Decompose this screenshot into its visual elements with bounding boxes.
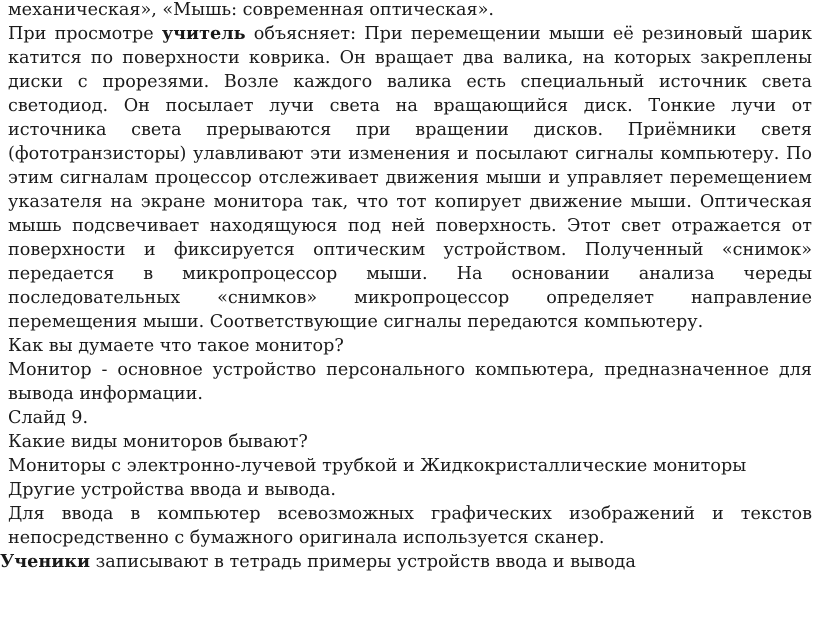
students-label: Ученики	[0, 551, 91, 572]
explanation-lead: При просмотре	[8, 24, 162, 44]
explanation-paragraph	[8, 22, 812, 334]
monitor-question: Как вы думаете что такое монитор?	[8, 336, 344, 356]
students-line	[0, 550, 812, 574]
monitor-types-question: Какие виды мониторов бывают?	[8, 432, 308, 452]
intro-line: механическая», «Мышь: современная оптическая».	[8, 0, 495, 20]
slide-label: Слайд 9.	[8, 408, 89, 428]
monitor-types-answer: Мониторы с электронно-лучевой трубкой и Жидкокристаллические мониторы	[8, 456, 747, 476]
scanner-paragraph: Для ввода в компьютер всевозможных графических изображений и текстов непосредственно с бумажного оригинала используется сканер.	[8, 504, 812, 548]
teacher-label: учитель	[161, 23, 246, 44]
explanation-text: объясняет: При перемещении мыши её резиновый шарик катится по поверхности коврика. Он вращает два валика, на которых закреплены диски с прорезями. Возле каждого валика есть специальный источник света светодиод. Он посылает лучи света на вращающийся диск. Тонкие лучи от источника света прерываются при вращении дисков. Приёмники светя (фототранзисторы) улавливают эти изменения и посылают сигналы компьютеру. По этим сигналам процессор отслеживает движения мыши и управляет перемещением указателя на экране монитора так, что тот копирует движение мыши. Оптическая мышь подсвечивает находящуюся под ней поверхность. Этот свет отражается от поверхности и фиксируется оптическим устройством. Полученный «снимок» передается в микропроцессор мыши. На основании анализа череды последовательных «снимков» микропроцессор определяет направление перемещения мыши. Соответствующие сигналы передаются компьютеру.	[8, 24, 812, 332]
monitor-answer: Монитор - основное устройство персонального компьютера, предназначенное для вывода информации.	[8, 360, 812, 404]
other-devices-heading: Другие устройства ввода и вывода.	[8, 480, 336, 500]
students-text: записывают в тетрадь примеры устройств ввода и вывода	[90, 552, 636, 572]
